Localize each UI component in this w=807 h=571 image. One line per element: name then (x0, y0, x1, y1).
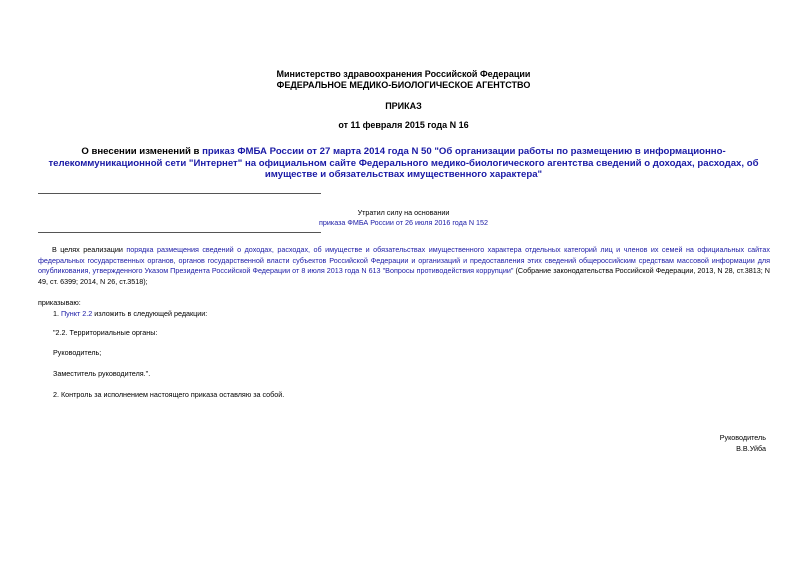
order-item-2: 2. Контроль за исполнением настоящего приказа оставляю за собой. (53, 390, 285, 399)
item-1-number: 1. (53, 309, 61, 318)
quote-line-1: "2.2. Территориальные органы: (53, 328, 158, 337)
signature-position: Руководитель (719, 433, 766, 442)
agency-name: ФЕДЕРАЛЬНОЕ МЕДИКО-БИОЛОГИЧЕСКОЕ АГЕНТСТВО (276, 80, 531, 90)
status-text: Утратил силу на основании (357, 208, 450, 217)
preamble-paragraph (38, 245, 770, 287)
status-repeal-link[interactable]: приказа ФМБА России от 26 июля 2016 года N 152 (318, 218, 488, 227)
ministry-name: Министерство здравоохранения Российской Федерации (276, 69, 531, 79)
divider-top (38, 193, 321, 194)
signature-name: В.В.Уйба (736, 444, 766, 453)
orders-word: приказываю: (38, 298, 81, 307)
title-amended-order-link[interactable]: приказ ФМБА России от 27 марта 2014 года N 50 "Об организации работы по размещению в информационно-телекоммуникационной сети "Интернет" на официальном сайте Федерального медико-биологического агентства сведений о доходах, расходах, об имуществе и обязательствах имущественного характера" (48, 146, 759, 180)
preamble-decree-link[interactable]: Указом Президента Российской Федерации от 8 июля 2013 года N 613 "Вопросы противодействия коррупции" (144, 266, 514, 276)
divider-bottom (38, 232, 321, 233)
preamble-text-2: (Собрание законодательства Российской Федерации, 2013, N 28, ст.3813; N 49, ст. 6399; 2014, N 26, ст.3518); (38, 266, 770, 286)
quote-line-2: Руководитель; (53, 348, 102, 357)
quote-line-3: Заместитель руководителя.". (53, 369, 151, 378)
document-title (36, 146, 771, 181)
order-item-1 (53, 309, 207, 318)
document-date-number: от 11 февраля 2015 года N 16 (338, 120, 469, 130)
document-type: ПРИКАЗ (385, 101, 422, 111)
item-1-clause-link[interactable]: Пункт 2.2 (61, 309, 93, 318)
preamble-procedure-link[interactable]: порядка размещения сведений о доходах, расходах, об имуществе и обязательствах имущественного характера отдельных категорий лиц и членов их семей на официальных сайтах федеральных государственных органов, органов государственной власти субъектов Российской Федерации и организаций и предоставления этих сведений общероссийским средствам массовой информации для опубликования, утвержденного (38, 245, 770, 276)
preamble-text-1: В целях реализации (52, 245, 127, 254)
title-prefix: О внесении изменений в (81, 146, 203, 157)
item-1-text: изложить в следующей редакции: (92, 309, 208, 318)
